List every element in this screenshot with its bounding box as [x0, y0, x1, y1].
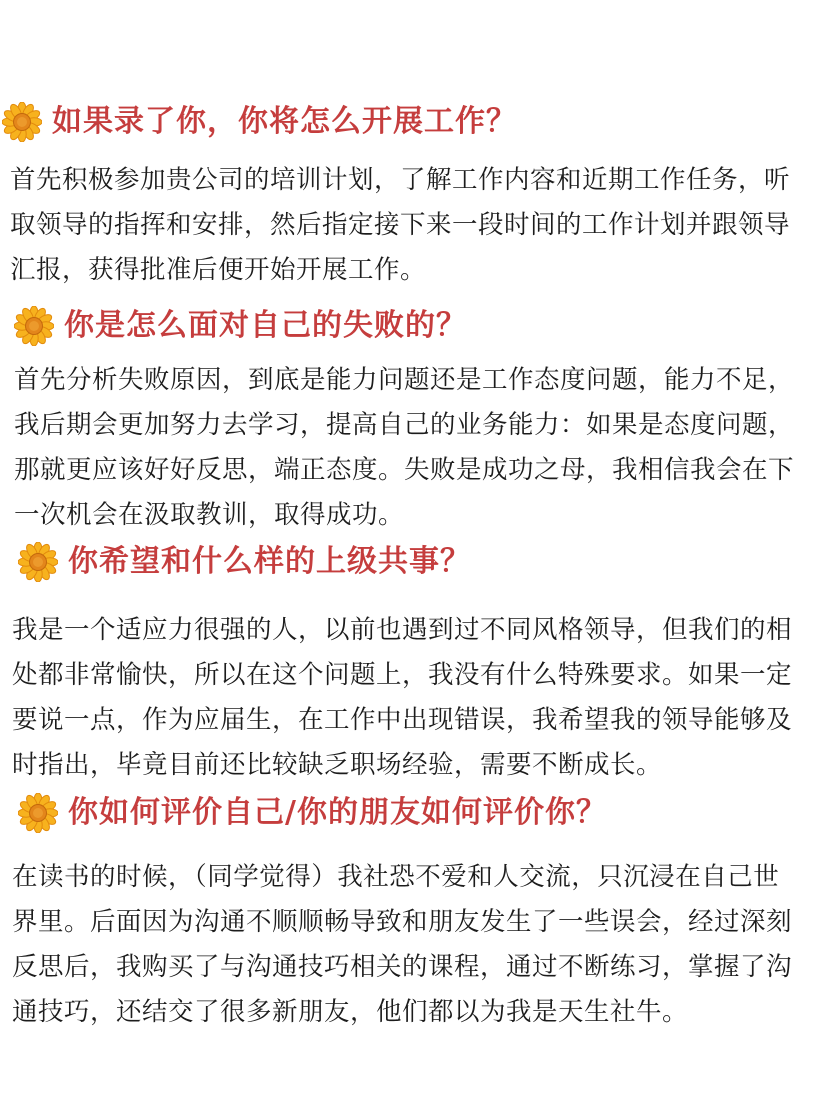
sunflower-icon — [18, 542, 58, 582]
section-title: 你如何评价自己/你的朋友如何评价你？ — [68, 795, 607, 830]
paragraph-line: 一次机会在汲取教训，取得成功。 — [14, 500, 405, 530]
paragraph-line: 首先分析失败原因，到底是能力问题还是工作态度问题，能力不足， — [14, 365, 795, 395]
sunflower-icon — [18, 793, 58, 833]
paragraph-line: 取领导的指挥和安排，然后指定接下来一段时间的工作计划并跟领导 — [10, 210, 791, 240]
sunflower-icon — [14, 306, 54, 346]
section-title: 你希望和什么样的上级共事？ — [68, 544, 471, 579]
section-heading — [18, 538, 471, 586]
paragraph-line: 界里。后面因为沟通不顺顺畅导致和朋友发生了一些误会，经过深刻 — [12, 907, 793, 937]
section-paragraph — [14, 358, 794, 538]
paragraph-line: 要说一点，作为应届生，在工作中出现错误，我希望我的领导能够及 — [12, 705, 793, 735]
paragraph-line: 那就更应该好好反思，端正态度。失败是成功之母，我相信我会在下 — [14, 455, 795, 485]
section-heading — [18, 789, 607, 837]
section-heading — [2, 98, 517, 146]
paragraph-line: 通技巧，还结交了很多新朋友，他们都以为我是天生社牛。 — [12, 997, 689, 1027]
sunflower-icon — [2, 102, 42, 142]
paragraph-line: 我是一个适应力很强的人，以前也遇到过不同风格领导，但我们的相 — [12, 615, 793, 645]
paragraph-line: 反思后，我购买了与沟通技巧相关的课程，通过不断练习，掌握了沟 — [12, 952, 793, 982]
section-paragraph — [12, 855, 792, 1035]
section-title: 你是怎么面对自己的失败的？ — [64, 308, 467, 343]
section-heading — [14, 302, 467, 350]
paragraph-line: 时指出，毕竟目前还比较缺乏职场经验，需要不断成长。 — [12, 750, 663, 780]
section-paragraph — [10, 158, 790, 293]
paragraph-line: 汇报，获得批准后便开始开展工作。 — [10, 255, 427, 285]
paragraph-line: 处都非常愉快，所以在这个问题上，我没有什么特殊要求。如果一定 — [12, 660, 793, 690]
paragraph-line: 我后期会更加努力去学习，提高自己的业务能力：如果是态度问题， — [14, 410, 795, 440]
paragraph-line: 首先积极参加贵公司的培训计划，了解工作内容和近期工作任务，听 — [10, 165, 791, 195]
section-paragraph — [12, 608, 792, 788]
section-title: 如果录了你，你将怎么开展工作？ — [52, 104, 517, 139]
paragraph-line: 在读书的时候，（同学觉得）我社恐不爱和人交流，只沉浸在自己世 — [12, 862, 780, 892]
